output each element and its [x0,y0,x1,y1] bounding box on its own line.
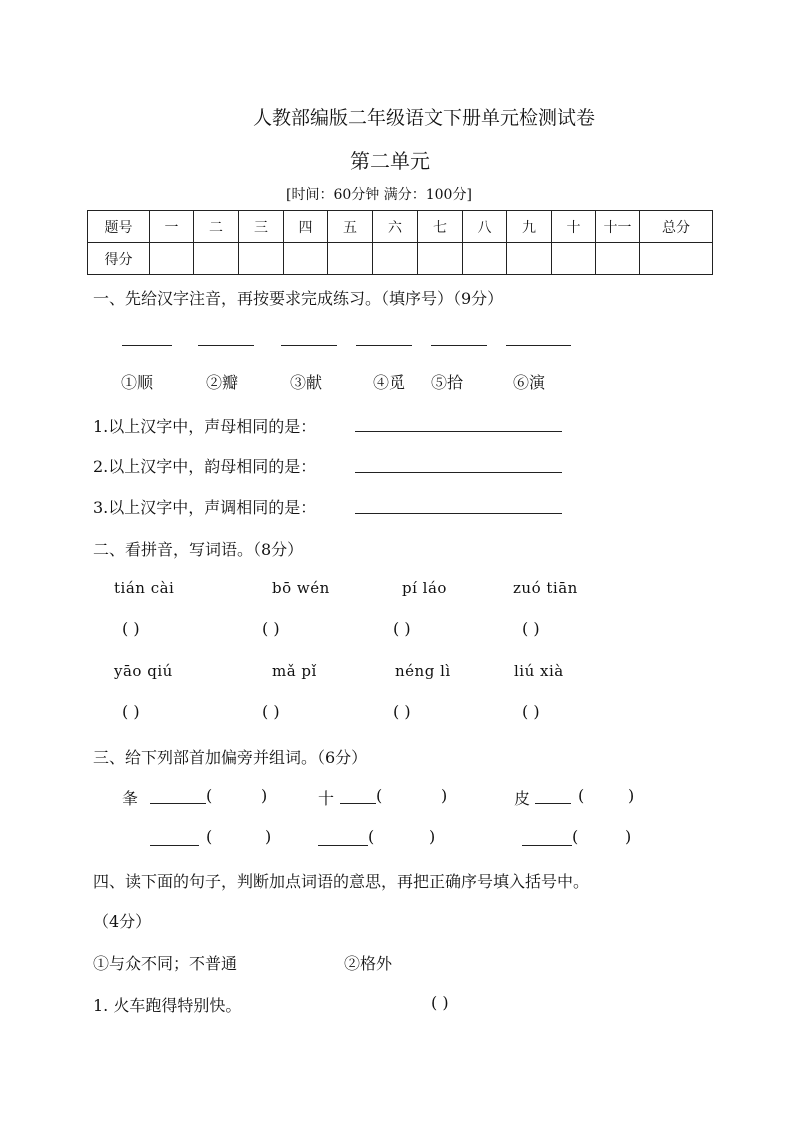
answer-parentheses[interactable]: ( ) [122,619,140,638]
answer-parentheses[interactable]: ( ) [262,702,280,721]
exam-title: 人教部编版二年级语文下册单元检测试卷 [253,107,596,129]
paren-open: ( [572,827,579,846]
pinyin-word: tián cài [114,579,175,597]
table-cell: 十一 [596,211,640,243]
paren-close: ) [429,827,436,846]
score-cell[interactable] [463,243,507,275]
paren-close: ) [265,827,272,846]
q2-heading: 二、看拼音，写词语。（8分） [93,540,304,559]
pinyin-blank[interactable] [356,345,412,346]
table-cell: 十 [552,211,596,243]
score-cell[interactable] [239,243,284,275]
q4-option-2: ②格外 [344,954,393,973]
word-blank[interactable] [318,845,368,846]
paren-close: ) [441,786,448,805]
answer-parentheses[interactable]: ( ) [522,702,540,721]
table-cell: 题号 [88,211,150,243]
table-cell: 三 [239,211,284,243]
table-cell: 九 [507,211,552,243]
radical: 十 [318,789,335,808]
paren-close: ) [261,786,268,805]
answer-blank[interactable] [355,472,562,473]
pinyin-word: pí láo [402,579,447,597]
q4-sentence-1: 1. 火车跑得特别快。 [93,996,242,1015]
score-cell[interactable] [150,243,194,275]
word-blank[interactable] [340,803,376,804]
table-cell: 八 [463,211,507,243]
table-cell: 四 [284,211,328,243]
q1-char: ④觅 [373,373,406,392]
paren-open: ( [376,786,383,805]
q4-heading: 四、读下面的句子，判断加点词语的意思，再把正确序号填入括号中。 [93,872,590,891]
score-cell[interactable] [596,243,640,275]
word-blank[interactable] [150,803,206,804]
pinyin-blank[interactable] [431,345,487,346]
score-cell[interactable] [328,243,373,275]
pinyin-word: bō wén [272,579,330,597]
answer-parentheses[interactable]: ( ) [522,619,540,638]
q1-char: ③献 [290,373,323,392]
paren-open: ( [578,786,585,805]
pinyin-word: liú xià [514,662,564,680]
table-cell: 二 [194,211,239,243]
table-cell: 总分 [640,211,713,243]
q1-sub-1: 1.以上汉字中，声母相同的是： [93,417,317,436]
score-table [87,210,713,275]
radical: 皮 [514,789,531,808]
q1-char: ①顺 [121,373,154,392]
score-cell[interactable] [373,243,418,275]
score-cell[interactable] [552,243,596,275]
pinyin-blank[interactable] [122,345,172,346]
unit-title: 第二单元 [350,149,430,173]
pinyin-word: mǎ pǐ [272,662,317,680]
pinyin-blank[interactable] [198,345,254,346]
paren-close: ) [625,827,632,846]
q3-heading: 三、给下列部首加偏旁并组词。（6分） [93,748,368,767]
paren-open: ( [368,827,375,846]
word-blank[interactable] [522,845,572,846]
answer-parentheses[interactable]: ( ) [393,702,411,721]
paren-open: ( [206,827,213,846]
score-cell[interactable] [194,243,239,275]
table-cell: 一 [150,211,194,243]
word-blank[interactable] [150,845,199,846]
q1-char: ⑤拾 [431,373,464,392]
exam-info: [时间：60分钟 满分：100分] [286,187,472,203]
paren-open: ( [206,786,213,805]
q4-option-1: ①与众不同；不普通 [93,954,238,973]
radical: 夆 [122,789,139,808]
q1-sub-3: 3.以上汉字中，声调相同的是： [93,498,317,517]
paren-close: ) [628,786,635,805]
pinyin-word: yāo qiú [114,662,173,680]
table-cell: 得分 [88,243,150,275]
answer-blank[interactable] [355,513,562,514]
score-table-score-row [88,243,713,275]
q4-score: （4分） [93,912,152,931]
answer-parentheses[interactable]: ( ) [431,993,449,1012]
q1-heading: 一、先给汉字注音，再按要求完成练习。（填序号）（9分） [93,289,504,308]
pinyin-blank[interactable] [281,345,337,346]
score-cell[interactable] [284,243,328,275]
pinyin-blank[interactable] [506,345,571,346]
answer-parentheses[interactable]: ( ) [122,702,140,721]
q1-sub-2: 2.以上汉字中，韵母相同的是： [93,457,317,476]
answer-blank[interactable] [355,431,562,432]
table-cell: 五 [328,211,373,243]
word-blank[interactable] [535,803,571,804]
pinyin-word: zuó tiān [513,579,578,597]
score-table-header-row [88,211,713,243]
pinyin-word: néng lì [395,662,451,680]
q1-char: ⑥演 [513,373,546,392]
answer-parentheses[interactable]: ( ) [262,619,280,638]
score-cell[interactable] [507,243,552,275]
score-cell[interactable] [418,243,463,275]
table-cell: 六 [373,211,418,243]
q1-char: ②瓣 [206,373,239,392]
score-cell[interactable] [640,243,713,275]
answer-parentheses[interactable]: ( ) [393,619,411,638]
table-cell: 七 [418,211,463,243]
